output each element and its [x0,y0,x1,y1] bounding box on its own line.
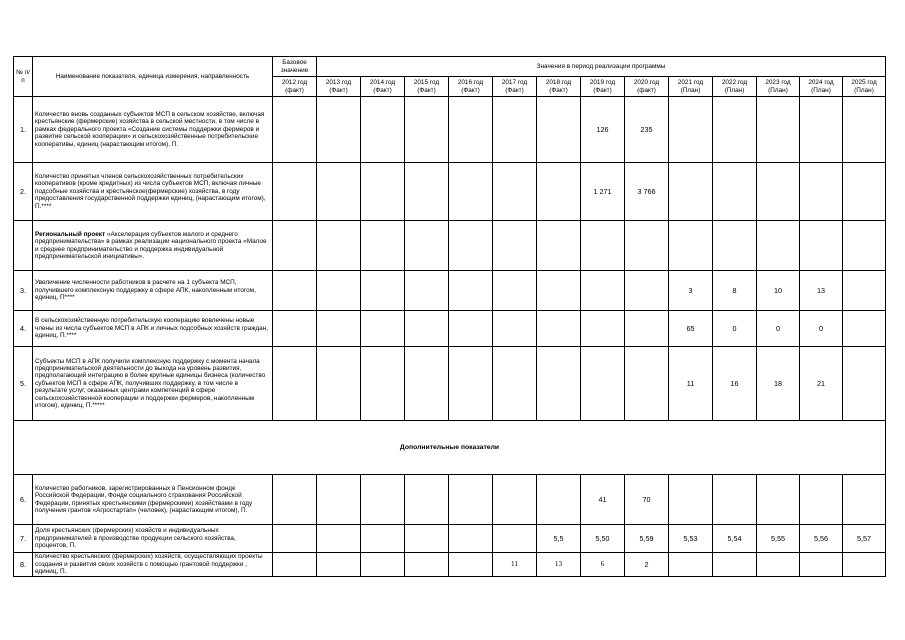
year-label: 2017 год [501,79,528,87]
value-cell: 3 [669,271,713,311]
value-cell [449,525,493,553]
year-kind: (факт) [637,86,656,94]
value-cell: 70 [625,475,669,525]
indicator-name [33,271,273,311]
value-cell: 11 [669,347,713,421]
header-num: № п/п [14,57,33,97]
value-cell: 1 271 [581,163,625,221]
indicator-name [33,97,273,163]
value-cell: 13 [537,553,581,577]
value-cell [361,97,405,163]
value-cell [669,163,713,221]
value-cell [757,163,800,221]
indicator-name [33,347,273,421]
header-year-10 [713,77,757,97]
header-year-3 [405,77,449,97]
value-cell [493,163,537,221]
value-cell [361,347,405,421]
value-cell [713,221,757,271]
year-kind: (План) [768,86,788,94]
value-cell [713,475,757,525]
value-cell [361,221,405,271]
value-cell: 16 [713,347,757,421]
value-cell: 5,53 [669,525,713,553]
value-cell [273,553,317,577]
value-cell [273,163,317,221]
header-year-0 [273,77,317,97]
header-year-13 [843,77,886,97]
value-cell [757,97,800,163]
value-cell [317,163,361,221]
value-cell [493,525,537,553]
value-cell [581,221,625,271]
value-cell [800,97,843,163]
indicator-name [33,163,273,221]
value-cell [405,163,449,221]
value-cell [669,553,713,577]
value-cell [581,311,625,347]
value-cell: 0 [800,311,843,347]
row-number: 2. [14,163,33,221]
value-cell [449,553,493,577]
value-cell [537,221,581,271]
year-label: 2013 год [325,79,352,87]
value-cell [581,271,625,311]
value-cell [449,163,493,221]
value-cell [713,553,757,577]
value-cell: 5,5 [537,525,581,553]
year-label: 2014 год [369,79,396,87]
value-cell [273,475,317,525]
value-cell [625,271,669,311]
value-cell [843,347,886,421]
row-number: 3. [14,271,33,311]
value-cell: 3 766 [625,163,669,221]
indicator-name-text: Субъекты МСП в АПК получили комплексную поддержку с момента начала предпринимательской деятельности до выхода на уровень развития, предполагающий интеграцию в более крупные единицы бизнеса (количество субъектов МСП в сфере АПК, получивших поддержку, в том числе в результате услуг, оказанных центрами компетенций в сфере сельскохозяйственной кооперации и поддержки фермеров, накопленным итогом), единиц, П.***** [35,357,266,410]
header-year-6 [537,77,581,97]
value-cell: 235 [625,97,669,163]
value-cell: 10 [757,271,800,311]
year-label: 2018 год [545,79,572,87]
value-cell [669,221,713,271]
header-year-9 [669,77,713,97]
value-cell [449,311,493,347]
year-label: 2015 год [413,79,440,87]
value-cell [361,163,405,221]
value-cell [843,97,886,163]
value-cell [317,525,361,553]
value-cell [317,221,361,271]
value-cell [317,97,361,163]
row-number [14,221,33,271]
value-cell [273,525,317,553]
value-cell [800,475,843,525]
indicator-name-bold: Региональный проект [35,230,106,238]
value-cell [317,475,361,525]
table-row [14,163,886,221]
table-row [14,475,886,525]
value-cell [669,97,713,163]
year-kind: (План) [854,86,874,94]
value-cell [581,347,625,421]
value-cell [537,271,581,311]
year-label: 2016 год [457,79,484,87]
value-cell: 21 [800,347,843,421]
value-cell [405,271,449,311]
value-cell: 5,56 [800,525,843,553]
header-name: Наименование показателя, единица измерения, направленность [33,57,273,97]
header-base: Базовое значение [273,57,317,77]
header-year-8 [625,77,669,97]
value-cell [449,475,493,525]
value-cell [537,311,581,347]
value-cell [537,97,581,163]
year-label: 2023 год [765,79,791,87]
indicator-name [33,475,273,525]
indicator-name [33,525,273,553]
value-cell [273,271,317,311]
value-cell [843,163,886,221]
value-cell [625,221,669,271]
value-cell [843,221,886,271]
value-cell [361,525,405,553]
value-cell [317,271,361,311]
value-cell [493,347,537,421]
value-cell [317,311,361,347]
value-cell: 5,54 [713,525,757,553]
year-kind: (Факт) [505,86,524,94]
indicator-name-text: В сельскохозяйственную потребительскую кооперацию вовлечены новые члены из числа субъектов МСП в АПК и личных подсобных хозяйств граждан, единиц, П.**** [35,317,269,340]
indicator-name-text: Количество принятых членов сельскохозяйственных потребительских кооперативов (кроме кредитных) из числа субъектов МСП, включая личные подсобные хозяйства и крестьянское(фермерские) хозяйства, в году предоставления государственной поддержки единиц, (нарастающим итогом), П.**** [35,172,266,210]
table-row [14,221,886,271]
header-period: Значения в период реализации программы [317,57,886,77]
value-cell: 2 [625,553,669,577]
value-cell [405,347,449,421]
section-row [14,421,886,475]
value-cell [537,475,581,525]
value-cell: 41 [581,475,625,525]
value-cell: 11 [493,553,537,577]
section-title: Дополнительные показатели [14,421,886,475]
year-label: 2012 год [281,79,308,87]
year-label: 2021 год [677,79,704,87]
value-cell [449,347,493,421]
year-label: 2020 год [633,79,660,87]
table-row [14,97,886,163]
row-number: 8. [14,553,33,577]
value-cell [757,553,800,577]
value-cell [405,553,449,577]
year-label: 2019 год [589,79,616,87]
row-number: 4. [14,311,33,347]
value-cell [669,475,713,525]
value-cell [405,97,449,163]
value-cell [361,311,405,347]
year-label: 2024 год [808,79,834,87]
header-year-1 [317,77,361,97]
value-cell [405,475,449,525]
year-kind: (План) [811,86,831,94]
value-cell [493,97,537,163]
indicator-name [33,221,273,271]
indicator-name-text: «Акселерация субъектов малого и среднего предпринимательства» в рамках реализации национального проекта «Малое и среднее предпринимательство и поддержка индивидуальной предпринимательской инициативы». [35,230,267,260]
header-year-7 [581,77,625,97]
indicator-name-text: Доля крестьянских (фермерских) хозяйств и индивидуальных предпринимателей в производстве продукции сельского хозяйства, процентов, П. [35,527,236,550]
value-cell [405,221,449,271]
row-number: 6. [14,475,33,525]
year-kind: (Факт) [329,86,348,94]
value-cell [273,97,317,163]
header-year-4 [449,77,493,97]
value-cell [800,221,843,271]
year-kind: (Факт) [417,86,436,94]
value-cell [493,221,537,271]
year-kind: (факт) [285,86,304,94]
year-kind: (План) [724,86,745,94]
table-row [14,271,886,311]
header-year-2 [361,77,405,97]
table-row [14,347,886,421]
year-kind: (Факт) [593,86,612,94]
value-cell [537,347,581,421]
value-cell: 18 [757,347,800,421]
value-cell [361,553,405,577]
year-label: 2025 год [851,79,877,87]
value-cell [800,553,843,577]
row-number: 7. [14,525,33,553]
table-row [14,311,886,347]
year-kind: (Факт) [549,86,568,94]
value-cell [493,271,537,311]
value-cell [843,271,886,311]
value-cell [449,97,493,163]
value-cell [843,311,886,347]
value-cell [361,475,405,525]
value-cell [405,525,449,553]
value-cell: 5,57 [843,525,886,553]
value-cell: 5,50 [581,525,625,553]
value-cell [757,475,800,525]
value-cell [493,475,537,525]
indicator-name-text: Увеличение численности работников в расчете на 1 субъекта МСП, получившего комплексную поддержку в сфере АПК, накопленным итогом, единиц, П**** [35,279,256,302]
value-cell [713,163,757,221]
value-cell [273,347,317,421]
value-cell [317,553,361,577]
value-cell [625,347,669,421]
value-cell [843,553,886,577]
indicator-name [33,311,273,347]
indicators-table [13,56,886,577]
indicator-name-text: Количество работников, зарегистрированных в Пенсионном фонде Российской Федерации, Фонде социального страхования Российской Федерации, принятых крестьянскими (фермерскими) хозяйствами в году получения грантов «Агростартап» (человек), (нарастающим итогом), П. [35,484,253,514]
value-cell: 13 [800,271,843,311]
value-cell [713,97,757,163]
value-cell [273,221,317,271]
value-cell: 5,55 [757,525,800,553]
indicator-name-text: Количество вновь созданных субъектов МСП в сельском хозяйстве, включая крестьянские (фермерские) хозяйства в сельской местности, в том числе в рамках федерального проекта «Создание системы поддержки фермеров и развитие сельской кооперации» и сельскохозяйственные потребительские кооперативы, единиц (нарастающим итогом), П. [35,110,265,148]
header-year-5 [493,77,537,97]
value-cell [405,311,449,347]
year-kind: (Факт) [461,86,480,94]
row-number: 5. [14,347,33,421]
value-cell: 5,59 [625,525,669,553]
value-cell [449,221,493,271]
value-cell [625,311,669,347]
value-cell [361,271,405,311]
value-cell [317,347,361,421]
header-year-12 [800,77,843,97]
value-cell [757,221,800,271]
table-row [14,525,886,553]
value-cell [493,311,537,347]
table-row [14,553,886,577]
value-cell: 126 [581,97,625,163]
value-cell: 6 [581,553,625,577]
year-kind: (План) [680,86,701,94]
value-cell: 0 [713,311,757,347]
value-cell [537,163,581,221]
value-cell [843,475,886,525]
value-cell [273,311,317,347]
value-cell: 0 [757,311,800,347]
value-cell: 65 [669,311,713,347]
year-kind: (Факт) [373,86,392,94]
year-label: 2022 год [721,79,748,87]
value-cell [800,163,843,221]
header-year-11 [757,77,800,97]
indicator-name-text: Количество крестьянских (фермерских) хозяйств, осуществляющих проекты создания и развития своих хозяйств с помощью грантовой поддержки , единиц, П. [35,553,263,576]
value-cell [449,271,493,311]
row-number: 1. [14,97,33,163]
value-cell: 8 [713,271,757,311]
indicator-name [33,553,273,577]
